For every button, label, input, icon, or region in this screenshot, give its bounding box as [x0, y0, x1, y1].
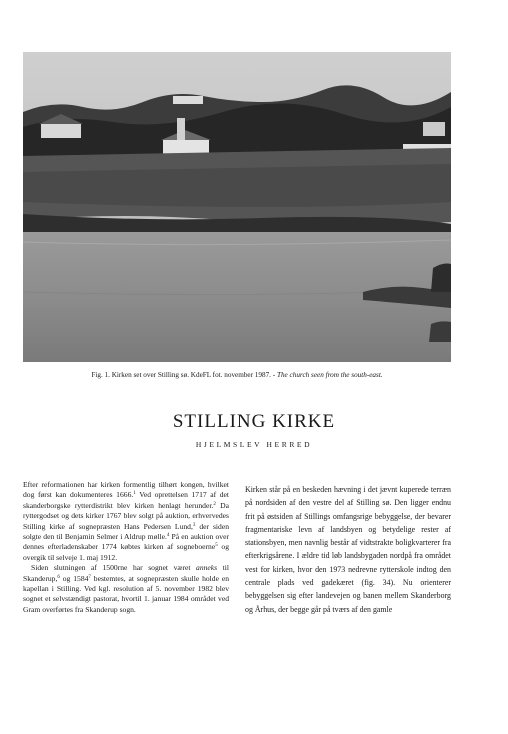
footnote-ref-6: 6 — [57, 574, 60, 580]
caption-danish: Fig. 1. Kirken set over Stilling sø. KdeFL fot. november 1987. - — [91, 371, 277, 379]
left-column — [23, 480, 229, 615]
right-column — [245, 483, 451, 616]
footnote-ref-7: 7 — [88, 574, 91, 580]
paragraph-location: Kirken står på en beskeden hævning i det jævnt kuperede terræn på nordsiden af den vestre del af Stilling sø. Den ligger endnu frit på østsiden af Stillings omfangsrige bebyggelse, der bevarer fragmentariske levn af landsbyen og betydelige rester af stationsbyen, men navnlig består af vidtstrakte boligkvarterer fra efterkrigsårene. I ældre tid løb landsbygaden nordpå fra området vest for kirken, hvor den 1973 nedrevne rytterskole indtog den centrale plads ved gadekæret (fig. 34). Nu orienterer bebyggelsen sig efter landevejen og banen mellem Skanderborg og Århus, der begge går på tværs af den gamle — [245, 485, 451, 614]
landscape-photo — [23, 52, 451, 362]
paragraph-parish: Siden slutningen af 1500rne har sognet været anneks til Skanderup,$^6$ og 1584$^7$ bestemtes, at sognepræsten skulle holde en kapellan i Stilling. Ved kgl. resolution af 5. november 1982 blev sognet et selvstændigt pastorat, hvortil 1. januar 1984 området ved Gram overførtes fra Skanderup sogn. — [23, 563, 230, 614]
footnote-ref-1: 1 — [133, 491, 136, 497]
footnote-ref-3: 3 — [192, 522, 196, 528]
page-title: STILLING KIRKE — [172, 411, 336, 432]
footnote-ref-4: 4 — [166, 533, 170, 539]
figure-caption — [23, 370, 451, 380]
footnote-ref-2: 2 — [213, 501, 216, 507]
paragraph-ownership: Efter reformationen har kirken formentlig tilhørt kongen, hvilket dog først kan dokumenteres 1666.$^1$ Ved oprettelsen 1717 af det skanderborgske rytterdistrikt blev kirken henlagt herunder.$^2$ Da ryttergodset og dets kirker 1767 blev solgt på auktion, erhvervedes Stilling kirke af sognepræsten Hans Pedersen Lund,$^3$ der siden solgte den til Benjamin Selmer i Aldrup mølle.$^4$ På en auktion over dennes efterladenskaber 1774 købtes kirken af sogneboerne$^5$ og overgik til selveje 1. maj 1912. — [23, 480, 230, 562]
figure-photo — [23, 52, 451, 362]
page-subtitle: HJELMSLEV HERRED — [195, 440, 313, 449]
footnote-ref-5: 5 — [215, 543, 218, 549]
caption-english: The church seen from the south-east. — [276, 371, 383, 379]
